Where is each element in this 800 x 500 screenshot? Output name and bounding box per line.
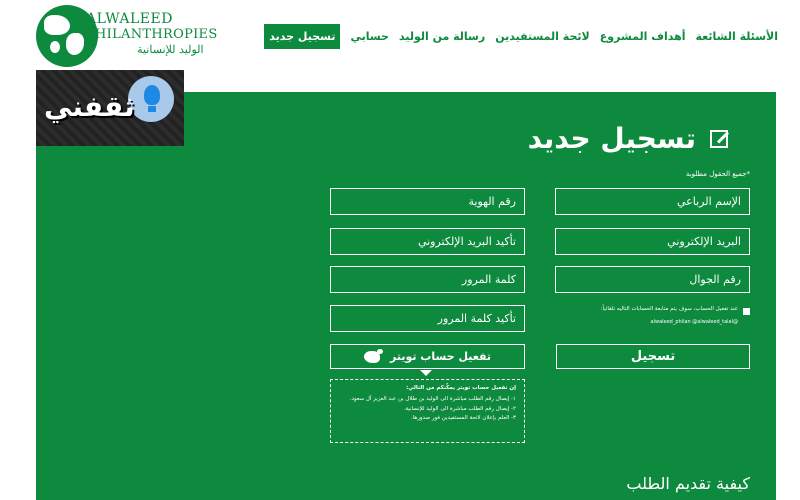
logo-text (86, 12, 218, 55)
page-title-text: تسجيل جديد (527, 122, 696, 155)
nav-item-goals[interactable]: أهداف المشروع (599, 30, 686, 43)
twitter-button-label: تفعيل حساب تويتر (389, 350, 492, 363)
twitter-activate-button[interactable] (330, 344, 525, 369)
registration-panel (36, 92, 776, 500)
id-number-field[interactable]: رقم الهوية (330, 188, 525, 215)
caret-down-icon (420, 370, 432, 376)
info-line-2: ٢- إيصال رقم الطلب مباشرة الى الوليد للإنسانية. (403, 405, 516, 412)
how-to-apply-heading: كيفية تقديم الطلب (626, 474, 750, 493)
nav-item-register[interactable]: تسجيل جديد (264, 24, 340, 49)
watermark-badge (36, 70, 184, 146)
main-nav (264, 24, 778, 49)
twitter-icon (364, 351, 380, 363)
nav-item-faq[interactable]: الأسئلة الشائعة (695, 30, 778, 43)
twitter-note-text: عند تفعيل الحساب، سوف يتم متابعة الحسابات التاليه تلقائياً: (600, 306, 738, 312)
twitter-follow-note (580, 306, 750, 326)
twitter-info-box (330, 379, 525, 443)
nav-item-message[interactable]: رسالة من الوليد (398, 30, 486, 43)
twitter-handles: @alwaleed_philan @alwaleed_talal (650, 319, 738, 326)
follow-checkbox[interactable] (743, 308, 750, 315)
mobile-field[interactable]: رقم الجوال (555, 266, 750, 293)
password-confirm-field[interactable]: تأكيد كلمة المرور (330, 305, 525, 332)
register-button[interactable]: تسجيل (556, 344, 750, 369)
nav-item-my-account[interactable]: حسابي (350, 30, 389, 43)
info-heading: إن تفعيل حساب تويتر يمكّنكم من التالي: (406, 385, 516, 391)
edit-icon (710, 130, 728, 148)
full-name-field[interactable]: الإسم الرباعي (555, 188, 750, 215)
watermark-text: ثقفني (44, 90, 135, 123)
nav-item-beneficiaries[interactable]: لائحة المستفيدين (495, 30, 590, 43)
logo-line-2: PHILANTHROPIES (86, 27, 218, 42)
password-field[interactable]: كلمة المرور (330, 266, 525, 293)
info-line-3: ٣- العلم بإعلان لائحة المستفيدين فور صدورها. (410, 415, 516, 422)
logo[interactable] (36, 4, 218, 68)
info-line-1: ١- إيصال رقم الطلب مباشرة الى الوليد بن طلال بن عبد العزيز آل سعود. (349, 396, 516, 403)
required-note: *جميع الحقول مطلوبة (685, 170, 750, 178)
logo-line-1: ALWALEED (86, 11, 173, 27)
email-confirm-field[interactable]: تأكيد البريد الإلكتروني (330, 228, 525, 255)
logo-line-3: الوليد للإنسانية (137, 43, 204, 56)
page-title (528, 122, 728, 155)
email-field[interactable]: البريد الإلكتروني (555, 228, 750, 255)
